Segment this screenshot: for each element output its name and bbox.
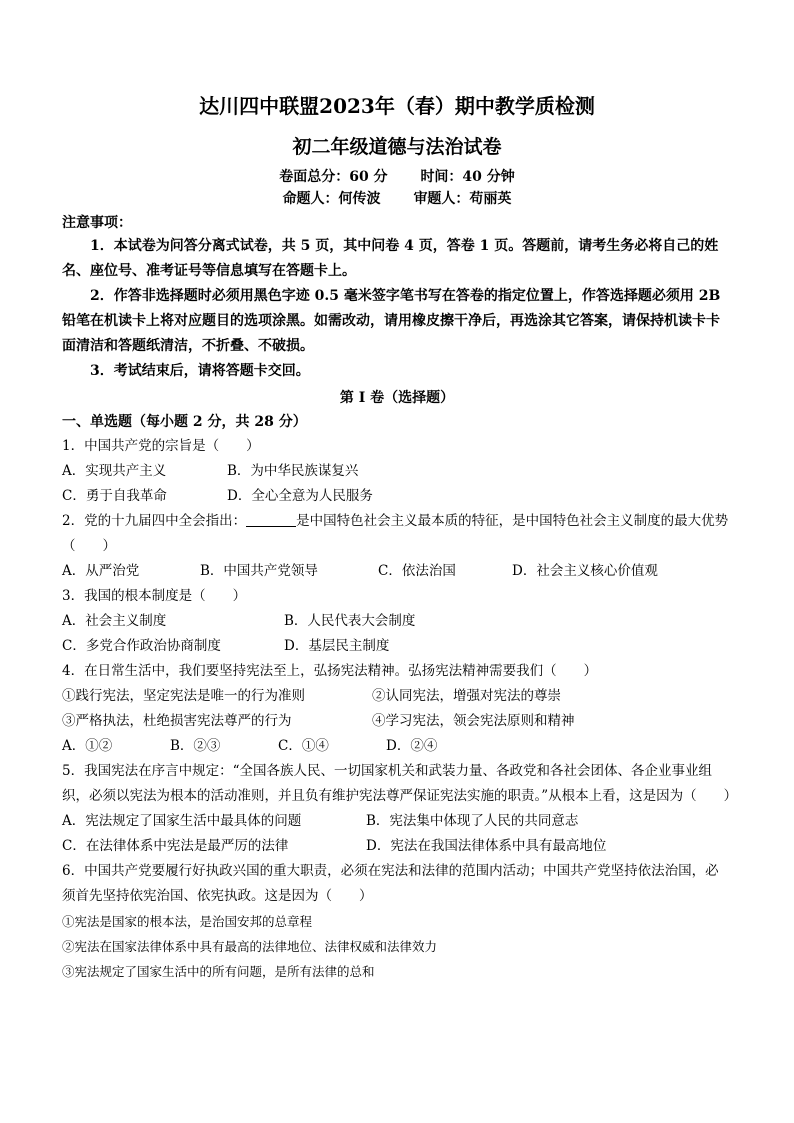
question-6-statement-2: ②宪法在国家法律体系中具有最高的法律地位、法律权威和法律效力 [62,939,438,954]
exam-reviewer: 审题人：苟丽英 [413,191,512,207]
question-2-option-c: C．依法治国 [378,563,456,579]
question-4-option-a: A．①② [62,738,113,754]
question-2-option-d: D．社会主义核心价值观 [512,563,658,579]
question-2-stem-pre: 2．党的十九届四中全会指出： [62,513,247,529]
question-5-stem: 5．我国宪法在序言中规定：“全国各族人民、一切国家机关和武装力量、各政党和各社会团体、各企业事业组织，必须以宪法为根本的活动准则，并且负有维护宪法尊严保证宪法实施的职责。”从根本上看，这是因为（ ） [62,763,738,804]
question-2-options [62,559,732,584]
question-2-option-a: A．从严治党 [62,563,140,579]
exam-author: 命题人：何传波 [282,191,381,207]
section-title: 第 I 卷（选择题） [339,390,455,406]
question-4-option-c: C．①④ [278,738,329,754]
question-4-statement-4: ④学习宪法，领会宪法原则和精神 [372,713,575,729]
exam-time: 时间：40 分钟 [420,169,515,185]
notes-title: 注意事项： [62,215,132,231]
question-2-option-b: B．中国共产党领导 [200,563,318,579]
question-2-blank [246,512,296,527]
question-5-option-d: D．宪法在我国法律体系中具有最高地位 [366,838,607,854]
question-5-option-a: A．宪法规定了国家生活中最具体的问题 [62,813,302,829]
question-3-stem: 3．我国的根本制度是（ ） [62,588,247,604]
section-heading: 一、单选题（每小题 2 分，共 28 分） [62,414,307,430]
question-3-options-row-1 [62,609,732,634]
question-4-statements-row-2 [62,709,732,734]
exam-subtitle: 初二年级道德与法治试卷 [292,136,502,158]
question-4-statements-row-1 [62,684,732,709]
exam-page [62,92,738,984]
question-3-option-c: C．多党合作政治协商制度 [62,638,221,654]
question-4-options [62,734,732,759]
question-4-option-b: B．②③ [170,738,221,754]
total-score: 卷面总分：60 分 [279,169,388,185]
question-6-statement-3: ③宪法规定了国家生活中的所有问题，是所有法律的总和 [62,964,375,979]
exam-title: 达川四中联盟2023年（春）期中教学质检测 [199,94,595,118]
question-4-option-d: D．②④ [386,738,438,754]
question-3-option-b: B．人民代表大会制度 [284,613,416,629]
question-2-stem-post: 是中国特色社会主义最本质的特征，是中国特色社会主义制度的最大优势（ ） [62,513,729,554]
question-1-option-c: C．勇于自我革命 [62,488,167,504]
question-4-statement-3: ③严格执法，杜绝损害宪法尊严的行为 [62,713,292,729]
question-5-option-b: B．宪法集中体现了人民的共同意志 [366,813,579,829]
exam-meta-line-2 [62,188,732,210]
question-3-option-d: D．基层民主制度 [284,638,390,654]
question-4-statement-1: ①践行宪法，坚定宪法是唯一的行为准则 [62,688,305,704]
question-5-options-row-2 [62,834,732,859]
note-1: 1．本试卷为问答分离式试卷，共 5 页，其中问卷 4 页，答卷 1 页。答题前，请考生务必将自己的姓名、座位号、准考证号等信息填写在答题卡上。 [62,238,719,279]
question-6-statement-1: ①宪法是国家的根本法，是治国安邦的总章程 [62,914,313,929]
question-2-stem [62,509,732,559]
exam-meta-line-1 [62,166,732,188]
question-4-stem: 4．在日常生活中，我们要坚持宪法至上，弘扬宪法精神。弘扬宪法精神需要我们（ ） [62,663,598,679]
question-3-options-row-2 [62,634,732,659]
question-5-option-c: C．在法律体系中宪法是最严厉的法律 [62,838,289,854]
question-4-statement-2: ②认同宪法，增强对宪法的尊崇 [372,688,561,704]
question-6-stem: 6．中国共产党要履行好执政兴国的重大职责，必须在宪法和法律的范围内活动；中国共产党坚持依法治国，必须首先坚持依宪治国、依宪执政。这是因为（ ） [62,863,719,904]
question-1-options-row-2 [62,484,732,509]
question-3-option-a: A．社会主义制度 [62,613,167,629]
question-1-option-d: D．全心全意为人民服务 [227,488,373,504]
question-5-options-row-1 [62,809,732,834]
note-2: 2．作答非选择题时必须用黑色字迹 0.5 毫米签字笔书写在答卷的指定位置上，作答选择题必须用 2B 铅笔在机读卡上将对应题目的选项涂黑。如需改动，请用橡皮擦干净后，再选涂其它答案，请保持机读卡卡面清洁和答题纸清洁，不折叠、不破损。 [62,288,721,354]
question-1-option-b: B．为中华民族谋复兴 [227,463,359,479]
question-1-option-a: A．实现共产主义 [62,463,167,479]
question-1-options-row-1 [62,459,732,484]
note-3: 3．考试结束后，请将答题卡交回。 [90,363,310,379]
question-1-stem: 1．中国共产党的宗旨是（ ） [62,438,260,454]
